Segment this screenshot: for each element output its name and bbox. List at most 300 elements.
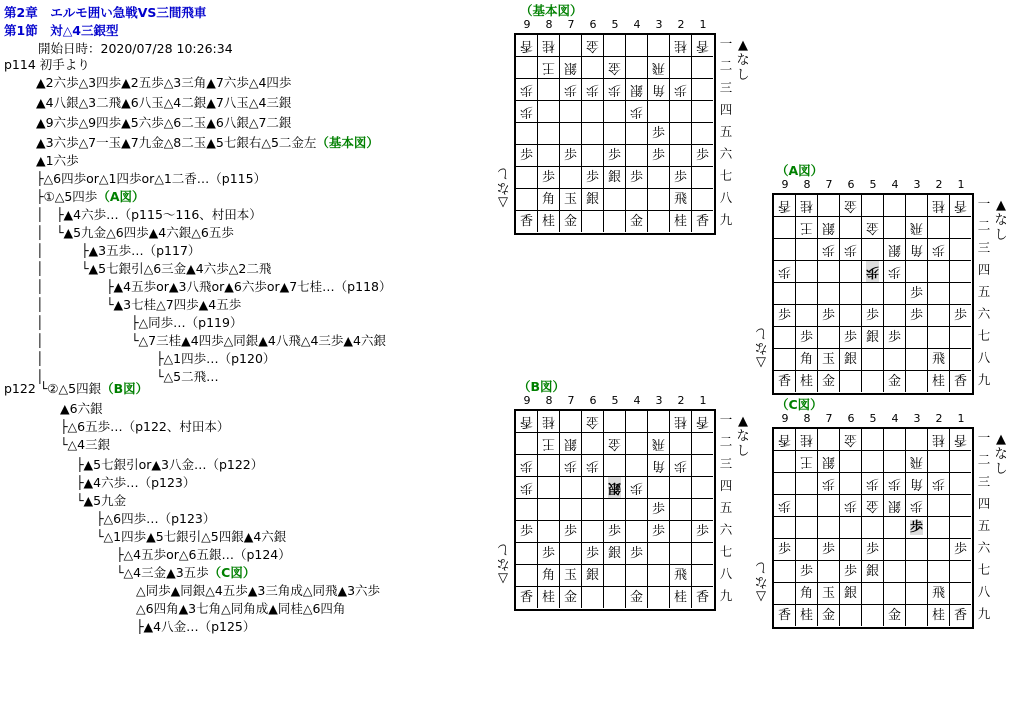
rank-label: 二 [719, 58, 733, 73]
board-square [692, 433, 713, 455]
gote-piece: 王 [799, 454, 813, 469]
board-square [516, 477, 538, 499]
file-label: 9 [781, 178, 789, 191]
board-square [692, 565, 713, 587]
board-square [818, 495, 840, 517]
board-square [626, 167, 648, 189]
board-square [582, 79, 604, 101]
gote-piece: 金 [865, 498, 879, 513]
tree-line [136, 582, 380, 600]
board-square [560, 565, 582, 587]
board-square [906, 371, 928, 392]
board-square [840, 429, 862, 451]
sente-piece: 歩 [909, 308, 923, 323]
board-square [538, 565, 560, 587]
shogi-board-diagram [496, 3, 754, 229]
board-square [538, 123, 560, 145]
rank-label: 三 [977, 474, 991, 489]
move-text: └△1四歩▲5七銀引△5四銀▲4六銀 [96, 529, 287, 544]
sente-piece: 歩 [541, 170, 555, 185]
board-square [670, 477, 692, 499]
board-square [840, 605, 862, 626]
board-square [670, 433, 692, 455]
board-square [626, 189, 648, 211]
board-square [670, 411, 692, 433]
file-label: 5 [869, 178, 877, 191]
tree-line [36, 188, 145, 206]
board-square [516, 521, 538, 543]
tree-line [96, 510, 215, 528]
board-square [516, 101, 538, 123]
tree-line [116, 564, 255, 582]
tree-line [76, 474, 195, 492]
gote-piece: 角 [651, 458, 665, 473]
gote-piece: 歩 [865, 476, 879, 491]
board-square [626, 587, 648, 608]
file-label: 2 [935, 412, 943, 425]
board-grid [514, 33, 716, 235]
sente-piece: 桂 [931, 608, 945, 623]
rank-label: 八 [719, 566, 733, 581]
rank-label: 九 [977, 372, 991, 387]
board-square [862, 305, 884, 327]
file-label: 2 [935, 178, 943, 191]
gote-piece: 歩 [777, 498, 791, 513]
board-square [950, 583, 971, 605]
tree-line [60, 400, 103, 418]
board-square [774, 495, 796, 517]
board-square [840, 451, 862, 473]
board-square [604, 411, 626, 433]
move-text: ▲6六銀 [60, 401, 103, 416]
board-square [626, 499, 648, 521]
rank-label: 五 [719, 124, 733, 139]
board-square [516, 565, 538, 587]
board-square [670, 79, 692, 101]
move-text: ▲3六歩△7一玉▲7九金△8二玉▲5七銀右△5二金左 [36, 135, 317, 150]
board-square [928, 239, 950, 261]
board-square [928, 261, 950, 283]
board-square [840, 583, 862, 605]
gote-piece: 歩 [585, 458, 599, 473]
board-square [626, 433, 648, 455]
tree-line [60, 418, 229, 436]
file-label: 4 [633, 394, 641, 407]
tree-line [36, 134, 379, 152]
board-square [692, 543, 713, 565]
sente-piece: 銀 [865, 330, 879, 345]
gote-piece: 歩 [519, 82, 533, 97]
board-square [692, 455, 713, 477]
gote-piece: 銀 [821, 454, 835, 469]
board-square [818, 451, 840, 473]
gote-piece: 香 [777, 198, 791, 213]
rank-label: 九 [719, 588, 733, 603]
board-square [818, 473, 840, 495]
board-square [774, 539, 796, 561]
board-square [626, 411, 648, 433]
sente-piece: 歩 [777, 542, 791, 557]
gote-piece: 歩 [909, 498, 923, 513]
board-square [560, 521, 582, 543]
tree-line [36, 296, 241, 314]
move-text: ▲2六歩△3四歩▲2五歩△3三角▲7六歩△4四歩 [36, 75, 292, 90]
rank-label: 九 [719, 212, 733, 227]
file-label: 1 [957, 178, 965, 191]
file-label: 5 [611, 18, 619, 31]
board-square [582, 101, 604, 123]
board-square [928, 583, 950, 605]
board-square [884, 261, 906, 283]
board-square [774, 429, 796, 451]
shogi-board-diagram [754, 397, 1012, 623]
move-text: ▲9六歩△9四歩▲5六歩△6二玉▲6八銀△7二銀 [36, 115, 292, 130]
board-square [884, 195, 906, 217]
gote-piece: 金 [865, 220, 879, 235]
sente-piece: 歩 [563, 148, 577, 163]
board-square [648, 499, 670, 521]
move-text: │ └△5二飛… [36, 369, 219, 384]
board-square [884, 495, 906, 517]
board-grid [772, 193, 974, 395]
board-square [796, 283, 818, 305]
board-square [582, 477, 604, 499]
board-square [604, 521, 626, 543]
sente-piece: 香 [519, 214, 533, 229]
gote-piece: 香 [519, 38, 533, 53]
board-square [582, 145, 604, 167]
board-square [906, 195, 928, 217]
board-square [796, 495, 818, 517]
file-label: 3 [913, 412, 921, 425]
sente-piece: 歩 [843, 564, 857, 579]
shogi-board-diagram [496, 379, 754, 605]
board-square [796, 371, 818, 392]
board-square [950, 605, 971, 626]
board-square [560, 455, 582, 477]
board-square [928, 539, 950, 561]
gote-piece: 香 [777, 432, 791, 447]
board-square [582, 499, 604, 521]
sente-piece: 歩 [629, 546, 643, 561]
board-square [604, 587, 626, 608]
board-square [560, 101, 582, 123]
board-square [884, 349, 906, 371]
gote-piece: 王 [541, 436, 555, 451]
gote-hand: △ な し [496, 541, 510, 586]
board-square [560, 35, 582, 57]
board-square [818, 349, 840, 371]
sente-piece: 香 [519, 590, 533, 605]
tree-line [60, 436, 110, 454]
gote-piece: 飛 [651, 60, 665, 75]
board-square [516, 145, 538, 167]
board-square [670, 123, 692, 145]
sente-piece: 銀 [843, 352, 857, 367]
move-text: ▲4八銀△3二飛▲6八玉△4二銀▲7八玉△4三銀 [36, 95, 292, 110]
board-square [648, 477, 670, 499]
board-square [950, 261, 971, 283]
rank-label: 七 [977, 562, 991, 577]
board-square [626, 123, 648, 145]
file-label: 1 [957, 412, 965, 425]
sente-hand: ▲ な し [736, 38, 750, 83]
tree-line [136, 600, 345, 618]
move-text: ├▲4八金…（p125） [136, 619, 256, 634]
board-square [862, 217, 884, 239]
sente-piece: 歩 [541, 546, 555, 561]
file-label: 3 [913, 178, 921, 191]
board-square [906, 473, 928, 495]
tree-line [36, 224, 234, 242]
board-square [648, 587, 670, 608]
rank-label: 三 [719, 456, 733, 471]
file-label: 7 [825, 178, 833, 191]
tree-line [36, 152, 79, 170]
sente-piece: 銀 [865, 564, 879, 579]
board-square [950, 195, 971, 217]
board-square [884, 605, 906, 626]
file-label: 9 [523, 18, 531, 31]
board-square [906, 327, 928, 349]
gote-piece: 歩 [519, 458, 533, 473]
file-label: 6 [847, 412, 855, 425]
rank-label: 一 [719, 412, 733, 427]
board-square [862, 473, 884, 495]
rank-label: 四 [977, 496, 991, 511]
board-square [538, 211, 560, 232]
board-square [692, 167, 713, 189]
gote-piece: 歩 [673, 82, 687, 97]
board-square [906, 283, 928, 305]
board-square [560, 587, 582, 608]
start-datetime: 開始日時：2020/07/28 10:26:34 [38, 41, 233, 56]
board-square [818, 371, 840, 392]
board-square [538, 411, 560, 433]
rank-label: 六 [977, 306, 991, 321]
gote-piece: 金 [585, 414, 599, 429]
move-text: │ ├▲4五歩or▲3八飛or▲6六歩or▲7七桂…（p118） [36, 279, 392, 294]
sente-piece: 歩 [585, 546, 599, 561]
board-square [670, 455, 692, 477]
gote-piece: 銀 [608, 477, 621, 498]
board-square [648, 57, 670, 79]
chapter-title: 第2章 エルモ囲い急戦VS三間飛車 [4, 5, 207, 20]
board-square [862, 605, 884, 626]
gote-piece: 歩 [887, 264, 901, 279]
gote-piece: 歩 [585, 82, 599, 97]
gote-piece: 王 [541, 60, 555, 75]
board-square [670, 145, 692, 167]
shogi-board-diagram [754, 163, 1012, 389]
file-label: 7 [825, 412, 833, 425]
sente-piece: 歩 [953, 308, 967, 323]
board-square [560, 57, 582, 79]
rank-label: 一 [719, 36, 733, 51]
file-label: 3 [655, 394, 663, 407]
board-square [928, 349, 950, 371]
board-square [928, 473, 950, 495]
move-text: ▲1六歩 [36, 153, 79, 168]
gote-piece: 桂 [541, 38, 555, 53]
sente-piece: 玉 [821, 586, 835, 601]
board-square [950, 451, 971, 473]
board-square [560, 167, 582, 189]
board-square [670, 101, 692, 123]
board-square [692, 145, 713, 167]
file-label: 7 [567, 18, 575, 31]
board-square [884, 371, 906, 392]
gote-piece: 金 [843, 198, 857, 213]
tree-line [4, 380, 148, 398]
tree-line [36, 260, 271, 278]
board-square [516, 433, 538, 455]
gote-piece: 桂 [673, 414, 687, 429]
move-text: │ └▲3七桂△7四歩▲4五歩 [36, 297, 242, 312]
board-square [928, 605, 950, 626]
gote-piece: 王 [799, 220, 813, 235]
board-square [516, 543, 538, 565]
board-square [604, 79, 626, 101]
gote-piece: 歩 [843, 498, 857, 513]
sente-piece: 歩 [651, 148, 665, 163]
rank-label: 八 [977, 350, 991, 365]
gote-piece: 桂 [799, 198, 813, 213]
sente-piece: 桂 [931, 374, 945, 389]
tree-line [36, 94, 291, 112]
gote-piece: 歩 [821, 242, 835, 257]
board-square [604, 57, 626, 79]
sente-piece: 飛 [673, 192, 687, 207]
tree-line [76, 492, 126, 510]
board-square [928, 495, 950, 517]
sente-piece: 飛 [931, 586, 945, 601]
board-square [538, 543, 560, 565]
move-text: △6四角▲3七角△同角成▲同桂△6四角 [136, 601, 346, 616]
sente-piece: 香 [953, 374, 967, 389]
board-square [560, 477, 582, 499]
board-square [538, 167, 560, 189]
board-square [648, 35, 670, 57]
board-square [692, 211, 713, 232]
sente-piece: 歩 [651, 502, 665, 517]
gote-piece: 銀 [563, 436, 577, 451]
sente-piece: 角 [799, 586, 813, 601]
gote-piece: 角 [909, 476, 923, 491]
sente-piece: 角 [541, 568, 555, 583]
board-square [774, 349, 796, 371]
board-square [906, 517, 928, 539]
board-square [884, 517, 906, 539]
sente-piece: 桂 [673, 590, 687, 605]
board-square [796, 561, 818, 583]
board-square [928, 429, 950, 451]
board-square [950, 517, 971, 539]
board-square [516, 189, 538, 211]
tree-line [136, 618, 255, 636]
board-square [516, 587, 538, 608]
sente-piece: 桂 [799, 608, 813, 623]
board-square [626, 57, 648, 79]
board-grid [772, 427, 974, 629]
move-text: │ ├△同歩…（p119） [36, 315, 243, 330]
board-square [774, 473, 796, 495]
board-square [692, 521, 713, 543]
board-square [538, 587, 560, 608]
board-square [692, 477, 713, 499]
board-square [928, 371, 950, 392]
board-square [862, 261, 884, 283]
sente-piece: 玉 [563, 192, 577, 207]
gote-piece: 歩 [887, 476, 901, 491]
board-square [670, 499, 692, 521]
board-square [928, 517, 950, 539]
move-text: │ ├▲4六歩…（p115～116、村田本） [36, 207, 262, 222]
board-square [648, 189, 670, 211]
move-text: │ └▲5九金△6四歩▲4六銀△6五歩 [36, 225, 234, 240]
gote-piece: 金 [607, 60, 621, 75]
board-square [950, 561, 971, 583]
board-square [796, 517, 818, 539]
board-square [604, 101, 626, 123]
board-square [818, 239, 840, 261]
gote-hand: △ な し [754, 559, 768, 604]
sente-piece: 歩 [607, 524, 621, 539]
board-square [538, 79, 560, 101]
board-square [950, 429, 971, 451]
board-square [928, 451, 950, 473]
sente-piece: 歩 [799, 564, 813, 579]
sente-piece: 香 [777, 608, 791, 623]
board-square [950, 283, 971, 305]
move-text: p114 初手より [4, 57, 90, 72]
gote-piece: 銀 [629, 82, 643, 97]
board-square [774, 451, 796, 473]
file-label: 4 [633, 18, 641, 31]
tree-line [4, 56, 90, 74]
board-grid [514, 409, 716, 611]
gote-piece: 歩 [931, 476, 945, 491]
board-square [774, 517, 796, 539]
board-square [538, 189, 560, 211]
rank-label: 一 [977, 430, 991, 445]
sente-piece: 銀 [843, 586, 857, 601]
board-square [692, 411, 713, 433]
board-square [626, 543, 648, 565]
board-square [626, 145, 648, 167]
board-square [538, 35, 560, 57]
board-square [648, 411, 670, 433]
board-square [648, 521, 670, 543]
board-square [516, 57, 538, 79]
diagram-title: （A図） [776, 163, 824, 178]
board-square [516, 211, 538, 232]
board-square [604, 189, 626, 211]
gote-piece: 歩 [777, 264, 791, 279]
board-square [626, 101, 648, 123]
board-square [906, 217, 928, 239]
rank-label: 五 [977, 284, 991, 299]
board-square [670, 211, 692, 232]
board-square [626, 35, 648, 57]
rank-label: 四 [977, 262, 991, 277]
sente-piece: 金 [887, 608, 901, 623]
board-square [604, 565, 626, 587]
diagram-ref: （B図） [101, 381, 149, 396]
board-square [774, 283, 796, 305]
move-text: ├▲4六歩…（p123） [76, 475, 196, 490]
board-square [604, 433, 626, 455]
